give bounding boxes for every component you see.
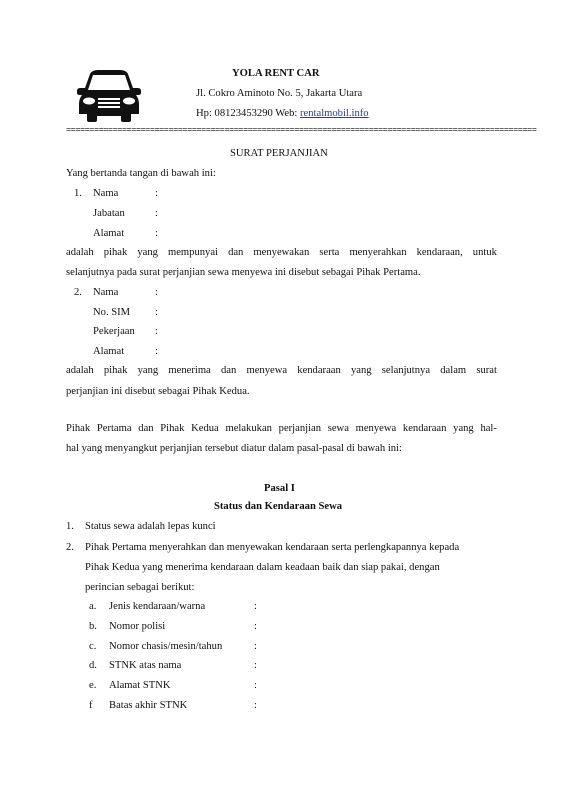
pasal-item-2-line2: Pihak Kedua yang menerima kendaraan dalam keadaan baik dan siap pakai, dengan <box>85 562 440 573</box>
word: kendaraan, <box>416 247 463 258</box>
party2-description-line2: perjanjian ini disebut sebagai Pihak Kedua. <box>66 386 250 397</box>
company-contact <box>196 108 369 119</box>
word: dan <box>220 365 237 376</box>
pasal-item-2-line3: perincian sebagai berikut: <box>85 582 195 593</box>
detail-letter-b: b. <box>89 621 97 632</box>
detail-colon-a: : <box>254 601 257 612</box>
detail-colon-b: : <box>254 621 257 632</box>
word: Pihak <box>66 423 91 434</box>
intro-text: Yang bertanda tangan di bawah ini: <box>66 168 216 179</box>
word: menyewa <box>355 423 397 434</box>
word: perjanjian <box>278 423 322 434</box>
pasal-item-1-text: Status sewa adalah lepas kunci <box>85 521 216 532</box>
word: untuk <box>472 247 497 258</box>
car-logo-icon <box>76 68 142 124</box>
word: adalah <box>66 247 94 258</box>
website-link[interactable]: rentalmobil.info <box>300 108 369 119</box>
detail-colon-f: : <box>254 700 257 711</box>
word: yang <box>137 365 159 376</box>
word: dan <box>228 247 244 258</box>
pasal-title: Status dan Kendaraan Sewa <box>214 501 343 512</box>
agreement-line2: hal yang menyangkut perjanjian tersebut diatur dalam pasal-pasal di bawah ini: <box>66 443 402 454</box>
detail-colon-e: : <box>254 680 257 691</box>
detail-letter-f: f <box>89 700 93 711</box>
pasal-item-2-text: Pihak Pertama menyerahkan dan menyewakan kendaraan serta perlengkapannya kepada <box>85 542 460 553</box>
word: menyerahkan <box>349 247 407 258</box>
detail-colon-d: : <box>254 660 257 671</box>
party2-label-sim: No. SIM <box>93 307 131 318</box>
word: melakukan <box>225 423 272 434</box>
party2-description-line1 <box>66 365 497 376</box>
word: adalah <box>66 365 94 376</box>
word: dan <box>138 423 154 434</box>
party2-label-pekerjaan: Pekerjaan <box>93 326 135 337</box>
party2-colon-sim: : <box>155 307 158 318</box>
word: surat <box>476 365 497 376</box>
word: serta <box>319 247 340 258</box>
detail-colon-c: : <box>254 641 257 652</box>
party2-colon-pekerjaan: : <box>155 326 158 337</box>
word: kendaraan <box>402 423 447 434</box>
word: hal- <box>480 423 497 434</box>
party2-label-alamat: Alamat <box>93 346 125 357</box>
word: mempunyai <box>167 247 218 258</box>
word: pihak <box>103 247 128 258</box>
party1-description-line2: selanjutnya pada surat perjanjian sewa menyewa ini disebut sebagai Pihak Pertama. <box>66 267 421 278</box>
party1-colon-nama: : <box>155 188 158 199</box>
party2-colon-alamat: : <box>155 346 158 357</box>
word: sewa <box>327 423 349 434</box>
detail-label-a: Jenis kendaraan/warna <box>109 601 206 612</box>
agreement-line1 <box>66 423 497 434</box>
detail-label-b: Nomor polisi <box>109 621 166 632</box>
detail-letter-e: e. <box>89 680 97 691</box>
detail-label-f: Batas akhir STNK <box>109 700 188 711</box>
word: yang <box>351 365 372 376</box>
party2-colon-nama: : <box>155 287 158 298</box>
word: yang <box>453 423 474 434</box>
party1-label-jabatan: Jabatan <box>93 208 125 219</box>
detail-label-d: STNK atas nama <box>109 660 182 671</box>
party1-colon-alamat: : <box>155 228 158 239</box>
detail-label-e: Alamat STNK <box>109 680 171 691</box>
word: kendaraan <box>297 365 341 376</box>
word: Pihak <box>160 423 185 434</box>
word: menyewa <box>246 365 288 376</box>
word: selanjutnya <box>381 365 431 376</box>
word: Kedua <box>191 423 219 434</box>
party1-number: 1. <box>74 188 82 199</box>
word: pihak <box>103 365 128 376</box>
document-title: SURAT PERJANJIAN <box>230 148 328 159</box>
party2-number: 2. <box>74 287 82 298</box>
header-separator: ===================================================================================================== <box>66 125 537 135</box>
word: menyewakan <box>253 247 310 258</box>
word: menerima <box>168 365 211 376</box>
company-name: YOLA RENT CAR <box>232 68 320 79</box>
company-address: Jl. Cokro Aminoto No. 5, Jakarta Utara <box>196 88 363 99</box>
party1-label-alamat: Alamat <box>93 228 125 239</box>
detail-letter-c: c. <box>89 641 97 652</box>
pasal-item-2-number: 2. <box>66 542 74 553</box>
party2-label-nama: Nama <box>93 287 119 298</box>
detail-letter-a: a. <box>89 601 97 612</box>
party1-label-nama: Nama <box>93 188 119 199</box>
word: Pertama <box>96 423 132 434</box>
party1-description-line1 <box>66 247 497 258</box>
word: dalam <box>440 365 467 376</box>
contact-phone: Hp: 08123453290 Web: <box>196 108 301 119</box>
pasal-item-1-number: 1. <box>66 521 74 532</box>
detail-letter-d: d. <box>89 660 97 671</box>
party1-colon-jabatan: : <box>155 208 158 219</box>
word: yang <box>137 247 158 258</box>
detail-label-c: Nomor chasis/mesin/tahun <box>109 641 223 652</box>
pasal-number: Pasal I <box>264 483 295 494</box>
